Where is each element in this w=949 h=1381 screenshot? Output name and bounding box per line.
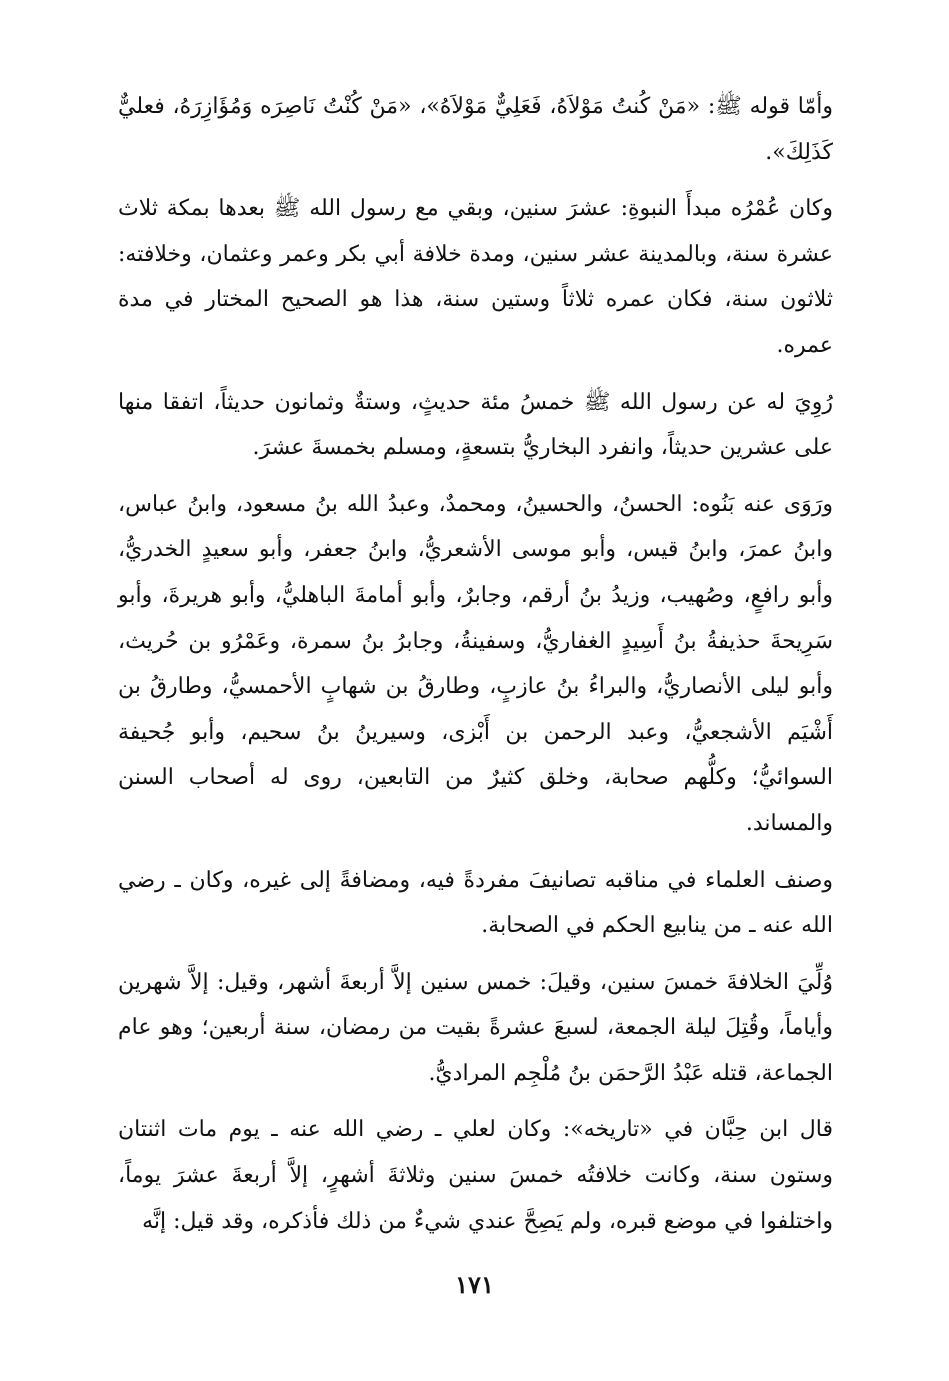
paragraph-hadith-mawla: وأمّا قوله ﷺ: «مَنْ كُنتُ مَوْلاَهُ، فَعَلِيٌّ مَوْلاَهُ»، «مَنْ كُنْتُ نَاصِرَه وَمُؤَازِرَهُ، فعليٌّ كَذَلِكَ». [118,94,833,165]
paragraph-ibn-hibban: قال ابن حِبَّان في «تاريخه»: وكان لعلي ـ رضي الله عنه ـ يوم مات اثنتان وستون سنة، وكانت خلافتُه خمسَ سنين وثلاثةَ أشهرٍ، إلاَّ أربعةَ عشرَ يوماً، واختلفوا في موضع قبره، ولم يَصِحَّ عندي شيءٌ من ذلك فأذكره، وقد قيل: إنَّه [118,1117,833,1234]
paragraph-caliphate: وُلِّيَ الخلافةَ خمسَ سنين، وقيلَ: خمس سنين إلاَّ أربعةَ أشهر، وقيل: إلاَّ شهرين وأياماً، وقُتِلَ ليلة الجمعة، لسبعَ عشرةً بقيت من رمضان، سنة أربعين؛ وهو عام الجماعة، قتله عَبْدُ الرَّحمَن بنُ مُلْجِم المراديُّ. [118,969,833,1086]
paragraph-age: وكان عُمْرُه مبدأَ النبوةِ: عشرَ سنين، وبقي مع رسول الله ﷺ بعدها بمكة ثلاث عشرة سنة، وبالمدينة عشر سنين، ومدة خلافة أبي بكر وعمر وعثمان، وخلافته: ثلاثون سنة، فكان عمره ثلاثاً وستين سنة، هذا هو الصحيح المختار في مدة عمره. [118,196,833,358]
page-body-text [118,84,833,1255]
paragraph-narrations-count: رُوِيَ له عن رسول الله ﷺ خمسُ مئة حديثٍ، وستةٌ وثمانون حديثاً، اتفقا منها على عشرين حديثاً، وانفرد البخاريُّ بتسعةٍ، ومسلم بخمسةَ عشرَ. [118,389,833,461]
paragraph-works-on-virtues: وصنف العلماء في مناقبه تصانيفَ مفردةً فيه، ومضافةً إلى غيره، وكان ـ رضي الله عنه ـ من ينابيع الحكم في الصحابة. [118,867,833,939]
page-number: ١٧١ [455,1270,494,1299]
paragraph-narrators: ورَوَى عنه بَنُوه: الحسنُ، والحسينُ، ومحمدٌ، وعبدُ الله بنُ مسعود، وابنُ عباس، وابنُ عمرَ، وابنُ قيس، وأبو موسى الأشعريُّ، وابنُ جعفر، وأبو سعيدٍ الخدريُّ، وأبو رافعٍ، وصُهيب، وزيدُ بنُ أرقم، وجابرٌ، وأبو أمامةَ الباهليُّ، وأبو هريرةَ، وأبو سَرِيحةَ حذيفةُ بنُ أَسِيدٍ الغفاريُّ، وسفينةُ، وجابرُ بنُ سمرة، وعَمْرُو بن حُريث، وأبو ليلى الأنصاريُّ، والبراءُ بنُ عازبٍ، وطارقُ بن شهابٍ الأحمسيُّ، وطارقُ بن أَشْيَم الأشجعيُّ، وعبد الرحمن بن أَبْزى، وسيرينُ بنُ سحيم، وأبو جُحيفة السوائيُّ؛ وكلُّهم صحابة، وخلق كثيرٌ من التابعين، روى له أصحاب السنن والمساند. [118,491,833,836]
